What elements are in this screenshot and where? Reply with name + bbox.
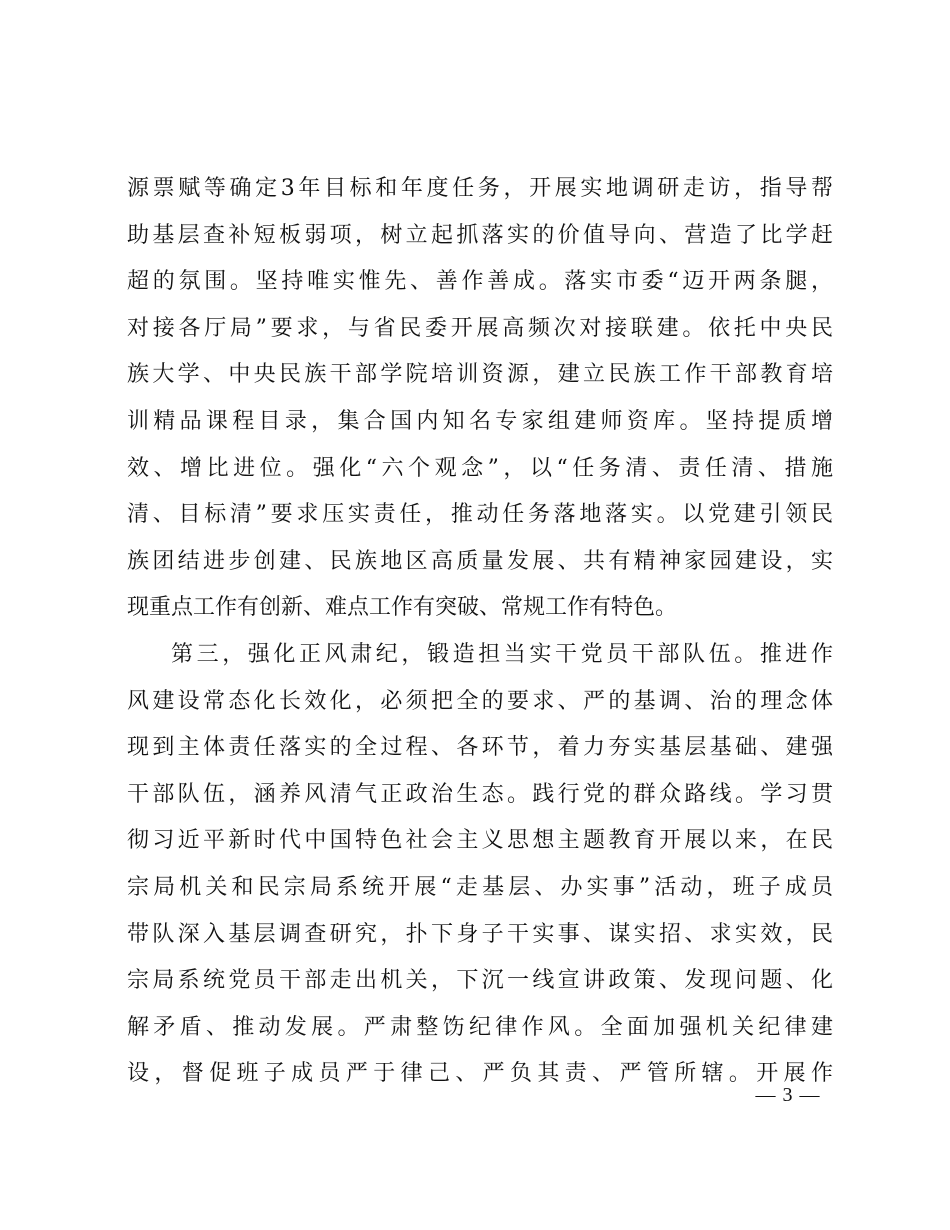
text-line: 风建设常态化长效化，必须把全的要求、严的基调、治的理念体 bbox=[127, 688, 833, 714]
text-line: 彻习近平新时代中国特色社会主义思想主题教育开展以来，在民 bbox=[127, 828, 833, 854]
text-line: 源票赋等确定3年目标和年度任务，开展实地调研走访，指导帮 bbox=[127, 176, 833, 201]
text-line: 宗局系统党员干部走出机关，下沉一线宣讲政策、发现问题、化 bbox=[127, 968, 833, 994]
text-line: 干部队伍，涵养风清气正政治生态。践行党的群众路线。学习贯 bbox=[127, 781, 833, 807]
text-line: 族大学、中央民族干部学院培训资源，建立民族工作干部教育培 bbox=[127, 362, 833, 388]
text-line: 解矛盾、推动发展。严肃整饬纪律作风。全面加强机关纪律建 bbox=[127, 1014, 833, 1040]
text-line: 宗局机关和民宗局系统开展“走基层、办实事”活动，班子成员 bbox=[127, 874, 833, 900]
text-line: 现到主体责任落实的全过程、各环节，着力夯实基层基础、建强 bbox=[127, 735, 833, 761]
text-line: 效、增比进位。强化“六个观念”，以“任务清、责任清、措施 bbox=[127, 455, 833, 481]
text-line: 清、目标清”要求压实责任，推动任务落地落实。以党建引领民 bbox=[127, 502, 833, 528]
text-line: 现重点工作有创新、难点工作有突破、常规工作有特色。 bbox=[127, 595, 678, 621]
text-line: 设，督促班子成员严于律己、严负其责、严管所辖。开展作 bbox=[127, 1061, 833, 1087]
page-number: — 3 — bbox=[755, 1084, 821, 1106]
body-text bbox=[127, 166, 833, 1098]
text-line: 族团结进步创建、民族地区高质量发展、共有精神家园建设，实 bbox=[127, 548, 833, 574]
text-line: 对接各厅局”要求，与省民委开展高频次对接联建。依托中央民 bbox=[127, 315, 833, 341]
text-line: 带队深入基层调查研究，扑下身子干实事、谋实招、求实效，民 bbox=[127, 921, 833, 947]
text-line: 超的氛围。坚持唯实惟先、善作善成。落实市委“迈开两条腿， bbox=[127, 269, 833, 295]
text-line: 训精品课程目录，集合国内知名专家组建师资库。坚持提质增 bbox=[127, 408, 833, 434]
text-line: 助基层查补短板弱项，树立起抓落实的价值导向、营造了比学赶 bbox=[127, 222, 833, 248]
section-lead-line: 第三，强化正风肃纪，锻造担当实干党员干部队伍。推进作 bbox=[171, 641, 833, 667]
